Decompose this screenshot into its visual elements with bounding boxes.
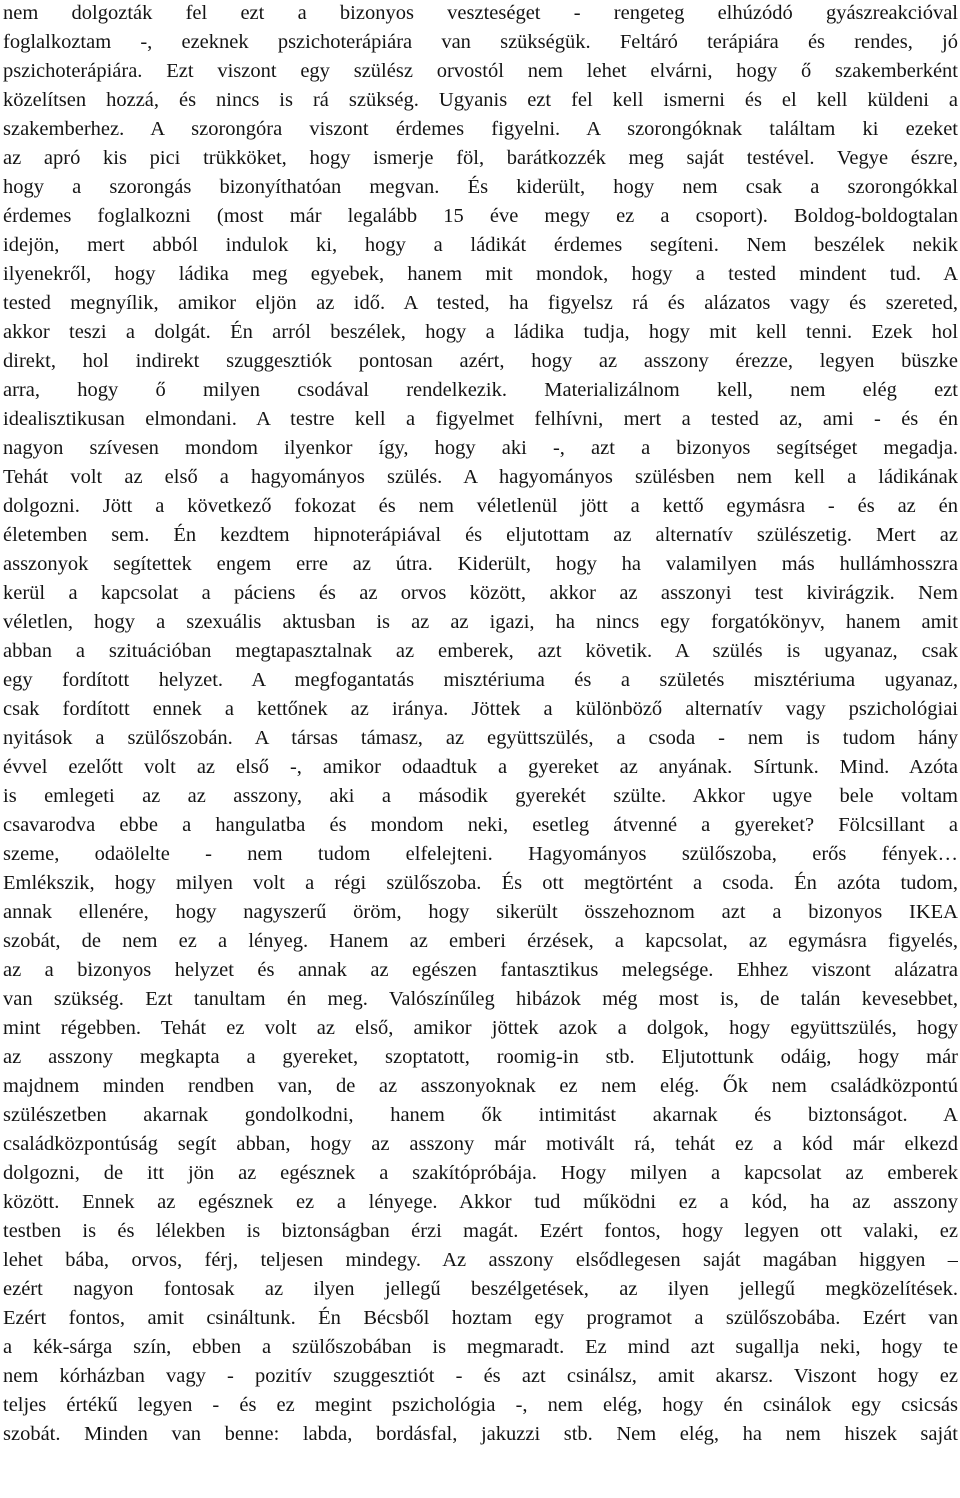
- text-line: arra, hogy ő milyen csodával rendelkezik. Materializálnom kell, nem elég ezt: [3, 379, 958, 401]
- text-line: véletlen, hogy a szexuális aktusban is az az igazi, ha nincs egy forgatókönyv, hanem amit: [3, 611, 958, 633]
- text-line: az a bizonyos helyzet és annak az egészen fantasztikus melegsége. Ehhez viszont alázatra: [3, 959, 958, 981]
- text-line: nagyon szívesen mondom ilyenkor így, hogy aki -, azt a bizonyos segítséget megadja.: [3, 437, 958, 459]
- text-line: lehet bába, orvos, férj, teljesen mindegy. Az asszony elsődlegesen saját magában higgyen –: [3, 1249, 958, 1271]
- text-line: van szükség. Ezt tanultam én meg. Valószínűleg hibázok még most is, de talán kevesebbet,: [3, 988, 958, 1010]
- text-line: nem dolgozták fel ezt a bizonyos veszteséget - rengeteg elhúzódó gyászreakcióval: [3, 2, 958, 24]
- text-line: évvel ezelőtt volt az első -, amikor odaadtuk a gyereket az anyának. Sírtunk. Mind. Azóta: [3, 756, 958, 778]
- text-line: szakemberhez. A szorongóra viszont érdemes figyelni. A szorongóknak találtam ki ezeket: [3, 118, 958, 140]
- text-line: Tehát volt az első a hagyományos szülés. A hagyományos szülésben nem kell a ládikának: [3, 466, 958, 488]
- text-line: Emlékszik, hogy milyen volt a régi szülőszoba. És ott megtörtént a csoda. Én azóta tudom,: [3, 872, 958, 894]
- text-line: teljes értékű legyen - és ez megint pszichológia -, nem elég, hogy én csinálok egy csicsás: [3, 1394, 958, 1416]
- text-line: idejön, mert abból indulok ki, hogy a ládikát érdemes segíteni. Nem beszélek nekik: [3, 234, 958, 256]
- text-line: nem kórházban vagy - pozitív szuggesztiót - és azt csinálsz, amit akarsz. Viszont hogy ez: [3, 1365, 958, 1387]
- text-line: foglalkoztam -, ezeknek pszichoterápiára van szükségük. Feltáró terápiára és rendes, jó: [3, 31, 958, 53]
- text-line: idealisztikusan elmondani. A testre kell a figyelmet felhívni, mert a tested az, ami - és én: [3, 408, 958, 430]
- text-line: ezért nagyon fontosak az ilyen jellegű beszélgetések, az ilyen jellegű megközelítések.: [3, 1278, 958, 1300]
- text-line: érdemes foglalkozni (most már legalább 15 éve megy ez a csoport). Boldog-boldogtalan: [3, 205, 958, 227]
- text-line: szülészetben akarnak gondolkodni, hanem ők intimitást akarnak és biztonságot. A: [3, 1104, 958, 1126]
- text-line: pszichoterápiára. Ezt viszont egy szülész orvostól nem lehet elvárni, hogy ő szakemberként: [3, 60, 958, 82]
- text-line: között. Ennek az egésznek ez a lényege. Akkor tud működni ez a kód, ha az asszony: [3, 1191, 958, 1213]
- text-line: családközpontúság segít abban, hogy az asszony már motivált rá, tehát ez a kód már elkezd: [3, 1133, 958, 1155]
- text-line: ilyenekről, hogy ládika meg egyebek, hanem mit mondok, hogy a tested mindent tud. A: [3, 263, 958, 285]
- text-line: hogy a szorongás bizonyíthatóan megvan. És kiderült, hogy nem csak a szorongókkal: [3, 176, 958, 198]
- text-line: direkt, hol indirekt szuggesztiók pontosan azért, hogy az asszony érezze, legyen büszke: [3, 350, 958, 372]
- text-line: is emlegeti az az asszony, aki a második gyerekét szülte. Akkor ugye bele voltam: [3, 785, 958, 807]
- text-line: csavarodva ebbe a hangulatba és mondom neki, esetleg átvenné a gyereket? Fölcsillant a: [3, 814, 958, 836]
- text-line: abban a szituációban megtapasztalnak az emberek, azt követik. A szülés is ugyanaz, csak: [3, 640, 958, 662]
- text-line: csak fordított ennek a kettőnek az iránya. Jöttek a különböző alternatív vagy pszichológiai: [3, 698, 958, 720]
- text-line: az apró kis pici trükköket, hogy ismerje föl, barátkozzék meg saját testével. Vegye észre,: [3, 147, 958, 169]
- text-line: életemben sem. Én kezdtem hipnoterápiával és eljutottam az alternatív szülészetig. Mert az: [3, 524, 958, 546]
- text-line: Ezért fontos, amit csináltunk. Én Bécsből hoztam egy programot a szülőszobába. Ezért van: [3, 1307, 958, 1329]
- text-line: tested megnyílik, amikor eljön az idő. A tested, ha figyelsz rá és alázatos vagy és szereted,: [3, 292, 958, 314]
- text-line: szobát. Minden van benne: labda, bordásfal, jakuzzi stb. Nem elég, ha nem hiszek saját: [3, 1423, 958, 1445]
- text-line: egy fordított helyzet. A megfogantatás misztériuma és a születés misztériuma ugyanaz,: [3, 669, 958, 691]
- text-line: annak ellenére, hogy nagyszerű öröm, hogy sikerült összehoznom azt a bizonyos IKEA: [3, 901, 958, 923]
- text-line: dolgozni, de itt jön az egésznek a szakítópróbája. Hogy milyen a kapcsolat az emberek: [3, 1162, 958, 1184]
- text-line: testben is és lélekben is biztonságban érzi magát. Ezért fontos, hogy legyen ott valaki, ez: [3, 1220, 958, 1242]
- text-line: asszonyok segítettek engem erre az útra. Kiderült, hogy ha valamilyen más hullámhosszra: [3, 553, 958, 575]
- text-line: akkor teszi a dolgát. Én arról beszélek, hogy a ládika tudja, hogy mit kell tenni. Ezek hol: [3, 321, 958, 343]
- text-line: dolgozni. Jött a következő fokozat és nem véletlenül jött a kettő egymásra - és az én: [3, 495, 958, 517]
- text-line: közelítsen hozzá, és nincs is rá szükség. Ugyanis ezt fel kell ismerni és el kell küldeni a: [3, 89, 958, 111]
- text-line: az asszony megkapta a gyereket, szoptatott, roomig-in stb. Eljutottunk odáig, hogy már: [3, 1046, 958, 1068]
- text-line: szeme, odaölelte - nem tudom elfelejteni. Hagyományos szülőszoba, erős fények…: [3, 843, 958, 865]
- text-line: kerül a kapcsolat a páciens és az orvos között, akkor az asszonyi test kivirágzik. Nem: [3, 582, 958, 604]
- text-line: a kék-sárga szín, ebben a szülőszobában is megmaradt. Ez mind azt sugallja neki, hogy te: [3, 1336, 958, 1358]
- text-line: majdnem minden rendben van, de az asszonyoknak ez nem elég. Ők nem családközpontú: [3, 1075, 958, 1097]
- text-line: mint régebben. Tehát ez volt az első, amikor jöttek azok a dolgok, hogy együttszülés, hogy: [3, 1017, 958, 1039]
- text-line: nyitások a szülőszobán. A társas támasz, az együttszülés, a csoda - nem is tudom hány: [3, 727, 958, 749]
- text-line: szobát, de nem ez a lényeg. Hanem az emberi érzések, a kapcsolat, az egymásra figyelés,: [3, 930, 958, 952]
